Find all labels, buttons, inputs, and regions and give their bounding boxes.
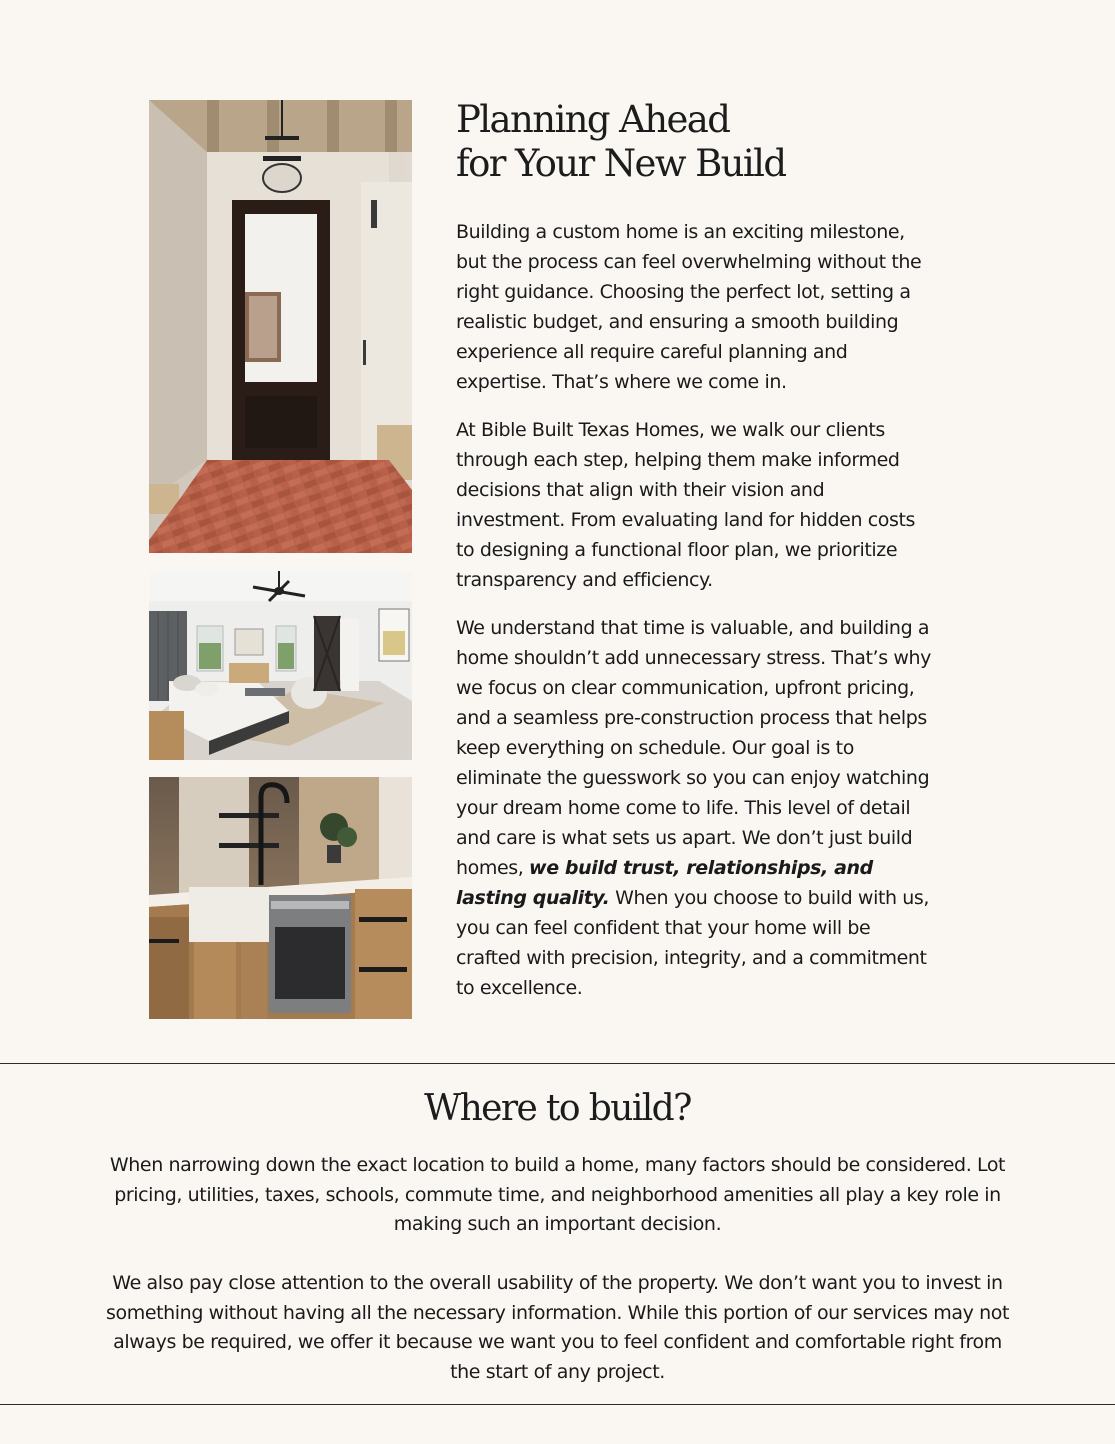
- where-to-build-text: [100, 1151, 1015, 1417]
- page-title-line-1: Planning Ahead: [456, 98, 730, 141]
- paragraph-3-start: We understand that time is valuable, and building a home shouldn’t add unnecessary stress. That’s why we focus on clear communication, upfront pricing, and a seamless pre-construction process that helps keep everything on schedule. Our goal is to eliminate the guesswork so you can enjoy watching your dream home come to life. This level of detail and care is what sets us apart. We don’t just build homes,: [456, 617, 931, 879]
- intro-paragraph-1: Building a custom home is an exciting milestone, but the process can feel overwhelming without the right guidance. Choosing the perfect lot, setting a realistic budget, and ensuring a smooth building experience all require careful planning and expertise. That’s where we come in.: [456, 221, 922, 393]
- intro-paragraph-2: At Bible Built Texas Homes, we walk our clients through each step, helping them make informed decisions that align with their vision and investment. From evaluating land for hidden costs to designing a functional floor plan, we prioritize transparency and efficiency.: [456, 419, 916, 591]
- intro-paragraph-3: [456, 613, 934, 1003]
- where-to-build-heading: Where to build?: [424, 1088, 691, 1129]
- intro-text: [456, 217, 934, 1021]
- where-to-build-paragraph-1: When narrowing down the exact location to build a home, many factors should be considered. Lot pricing, utilities, taxes, schools, commute time, and neighborhood amenities all play a key role in making such an important decision.: [109, 1154, 1006, 1235]
- where-to-build-paragraph-2: We also pay close attention to the overall usability of the property. We don’t want you to invest in something without having all the necessary information. While this portion of our services may not always be required, we offer it because we want you to feel confident and comfortable right from the start of any project.: [105, 1272, 1010, 1383]
- kitchen-photo: [149, 777, 412, 1019]
- page-title: [456, 98, 785, 186]
- bedroom-photo: [149, 571, 412, 760]
- section-divider-bottom: [0, 1404, 1115, 1405]
- entryway-photo: [149, 100, 412, 553]
- section-divider-top: [0, 1063, 1115, 1064]
- paragraph-3-emphasis: we build trust, relationships, and lasting quality.: [456, 857, 873, 909]
- page-title-line-2: for Your New Build: [456, 142, 786, 185]
- paragraph-3-end: When you choose to build with us, you can feel confident that your home will be crafted with precision, integrity, and a commitment to excellence.: [456, 887, 930, 999]
